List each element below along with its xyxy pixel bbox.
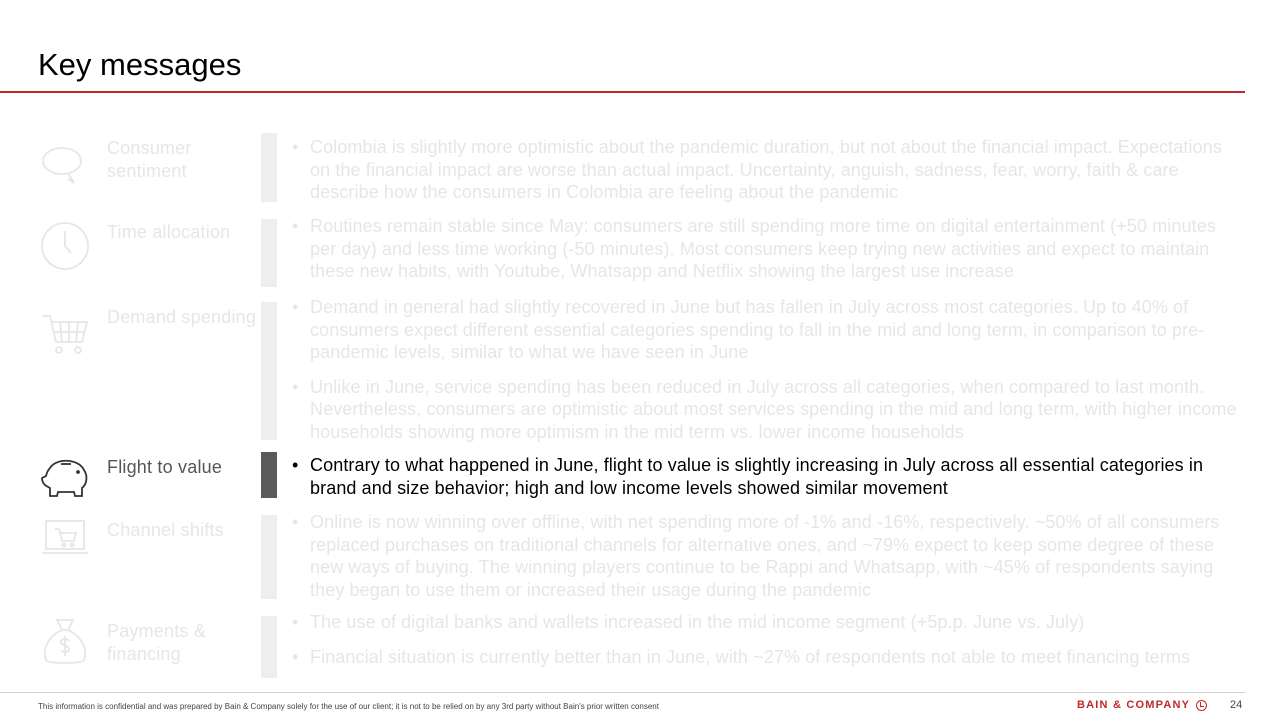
section-label: Channel shifts xyxy=(107,520,224,540)
bullet-item: • Unlike in June, service spending has been reduced in July across all categories, when compared to last month. Nevertheless, consumers are optimistic about most services spending in the mid and long term, with higher income households showing more optimism in the mid term vs. lower income households xyxy=(292,376,1242,444)
section-bullets xyxy=(292,511,1242,613)
piggy-bank-icon xyxy=(38,452,92,506)
laptop-cart-icon xyxy=(38,515,92,569)
bullet-item: • Demand in general had slightly recovered in June but has fallen in July across most categories. Up to 40% of consumers expect different essential categories spending to fall in the mid and long term, in comparison to pre-pandemic levels, similar to what we have seen in June xyxy=(292,296,1242,364)
company-logo-text: BAIN & COMPANY xyxy=(1077,699,1191,711)
section-bullets xyxy=(292,454,1242,511)
page-title: Key messages xyxy=(38,47,242,82)
bullet-item: • Contrary to what happened in June, flight to value is slightly increasing in July across all essential categories in brand and size behavior; high and low income levels showed similar movement xyxy=(292,454,1242,499)
section-bullets xyxy=(292,136,1242,216)
section-bullets xyxy=(292,611,1242,680)
title-divider xyxy=(0,91,1245,93)
money-bag-icon xyxy=(38,616,92,670)
section-indicator-bar xyxy=(261,302,277,440)
clock-icon xyxy=(38,219,92,273)
section-indicator-bar xyxy=(261,133,277,202)
bullet-item: • Financial situation is currently better than in June, with ~27% of respondents not able to meet financing terms xyxy=(292,646,1242,669)
section-label: Flight to value xyxy=(107,457,223,477)
footer-divider xyxy=(0,692,1245,693)
section-bullets xyxy=(292,296,1242,455)
section-label: Demand spending xyxy=(107,307,257,327)
section-label: Time allocation xyxy=(107,222,231,242)
bullet-item: • Routines remain stable since May: consumers are still spending more time on digital entertainment (+50 minutes per day) and less time working (-50 minutes). Most consumers keep trying new activities and expect to maintain these new habits, with Youtube, Whatsapp and Netflix showing the largest use increase xyxy=(292,215,1242,283)
section-bullets xyxy=(292,215,1242,295)
company-logo xyxy=(1077,699,1207,711)
bullet-item: • The use of digital banks and wallets increased in the mid income segment (+5p.p. June vs. July) xyxy=(292,611,1242,634)
section-indicator-bar xyxy=(261,452,277,498)
footer-disclaimer: This information is confidential and was prepared by Bain & Company solely for the use of our client; it is not to be relied on by any 3rd party without Bain's prior written consent xyxy=(38,702,659,711)
speech-bubble-icon xyxy=(38,139,92,193)
section-indicator-bar xyxy=(261,219,277,287)
shopping-cart-icon xyxy=(38,308,92,362)
bullet-item: • Online is now winning over offline, with net spending more of -1% and -16%, respectively. ~50% of all consumers replaced purchases on traditional channels for alternative ones, and ~79% expect to keep some degree of these new ways of buying. The winning players continue to be Rappi and Whatsapp, with ~45% of respondents saying they began to use them or increased their usage during the pandemic xyxy=(292,511,1242,601)
section-label: Consumer sentiment xyxy=(107,138,192,181)
bullet-item: • Colombia is slightly more optimistic about the pandemic duration, but not about the financial impact. Expectations on the financial impact are worse than actual impact. Uncertainty, anguish, sadness, fear, worry, faith & care describe how the consumers in Colombia are feeling about the pandemic xyxy=(292,136,1242,204)
section-indicator-bar xyxy=(261,616,277,678)
section-indicator-bar xyxy=(261,515,277,599)
section-label: Payments & financing xyxy=(107,621,207,664)
page-number: 24 xyxy=(1230,699,1243,711)
logo-mark-icon xyxy=(1196,700,1207,711)
